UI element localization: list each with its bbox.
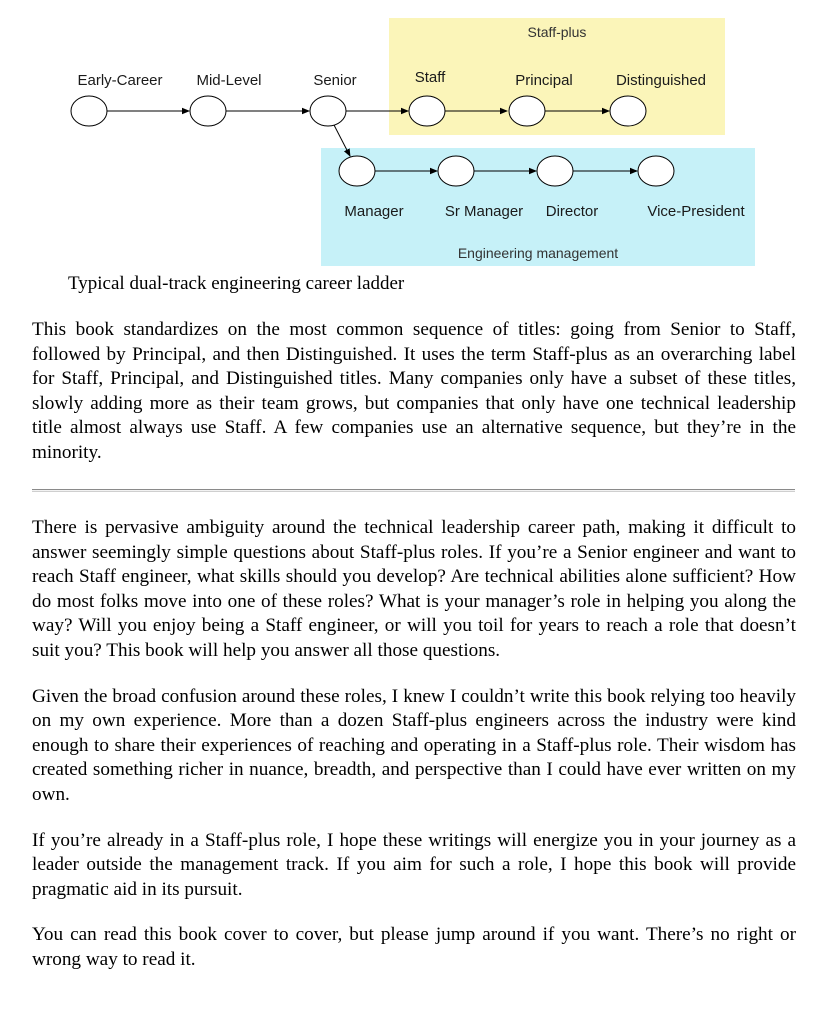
node-vice-president [638,156,674,186]
management-region-label: Engineering management [457,245,619,261]
figure-caption: Typical dual-track engineering career ladder [68,273,405,294]
node-early-career [71,96,107,126]
label-sr-manager: Sr Manager [444,203,524,220]
staff-plus-region-label: Staff-plus [527,24,587,40]
paragraph-energize: If you’re already in a Staff-plus role, I hope these writings will energize you in your journey as a leader outside the management track. If you aim for such a role, I hope this book will provide pragmatic aid in its pursuit. [32,829,796,900]
career-ladder-diagram [0,0,823,270]
label-principal: Principal [515,72,573,89]
body-section [32,516,796,994]
label-manager: Manager [344,203,404,220]
paragraph-how-to-read: You can read this book cover to cover, but please jump around if you want. There’s no right or wrong way to read it. [32,924,796,970]
node-mid-level [190,96,226,126]
label-director: Director [545,203,599,220]
node-manager [339,156,375,186]
node-senior [310,96,346,126]
section-divider [32,489,795,492]
label-early-career: Early-Career [77,72,163,89]
node-distinguished [610,96,646,126]
node-sr-manager [438,156,474,186]
node-staff [409,96,445,126]
label-distinguished: Distinguished [615,72,707,89]
intro-paragraph: This book standardizes on the most common sequence of titles: going from Senior to Staff, followed by Principal, and then Distinguished. It uses the term Staff-plus as an overarching label for Staff, Principal, and Distinguished titles. Many companies only have a subset of these titles, slowly adding more as their team grows, but companies that only have one technical leadership title almost always use Staff. A few companies use an alternative sequence, but they’re in the minority. [32,319,796,463]
node-principal [509,96,545,126]
intro-section [32,318,796,487]
label-mid-level: Mid-Level [196,72,262,89]
paragraph-ambiguity: There is pervasive ambiguity around the technical leadership career path, making it difficult to answer seemingly simple questions about Staff-plus roles. If you’re a Senior engineer and want to reach Staff engineer, what skills should you develop? Are technical abilities alone sufficient? How do most folks move into one of these roles? What is your manager’s role in helping you along the way? Will you enjoy being a Staff engineer, or will you toil for years to reach a role that doesn’t suit you? This book will help you answer all those questions. [32,517,796,661]
node-director [537,156,573,186]
paragraph-confusion: Given the broad confusion around these roles, I knew I couldn’t write this book relying too heavily on my own experience. More than a dozen Staff-plus engineers across the industry were kind enough to share their experiences of reaching and operating in a Staff-plus role. Their wisdom has created something richer in nuance, breadth, and perspective than I could have ever written on my own. [32,685,796,805]
label-staff: Staff [414,69,446,86]
label-vice-president: Vice-President [647,203,745,220]
label-senior: Senior [313,72,357,89]
